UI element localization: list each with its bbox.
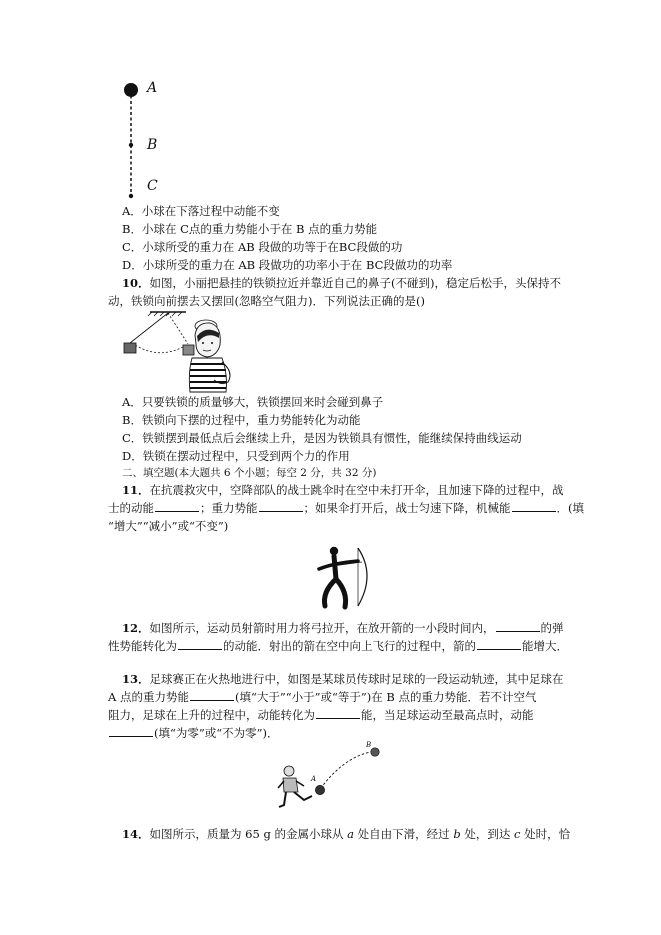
q11-blank-1[interactable]: [155, 500, 199, 512]
q13-blank-3[interactable]: [109, 725, 153, 737]
q11-number: 11．: [122, 483, 150, 497]
q9-option-a: A．小球在下落过程中动能不变: [122, 204, 280, 218]
q13-blank-1[interactable]: [190, 689, 234, 701]
ball-c-dot: [129, 194, 133, 198]
q14-number: 14．: [122, 827, 150, 841]
q9-option-d: D．小球所受的重力在 AB 段做功的功率小于在 BC段做功的功率: [122, 258, 453, 272]
q11-line3: “增大”“减小”或“不变”): [108, 519, 229, 533]
ball-b-dot: [129, 143, 133, 147]
q12-blank-1[interactable]: [496, 620, 540, 632]
label-c: C: [147, 178, 158, 194]
q10-line2: 动，铁锁向前摆去又摆回(忽略空气阻力)．下列说法正确的是(): [108, 294, 425, 308]
q10-line1: 10．如图，小丽把悬挂的铁锁拉近并靠近自己的鼻子(不碰到)，稳定后松手，头保持不: [122, 276, 561, 290]
football-point-a: A: [311, 775, 317, 783]
q9-option-c: C．小球所受的重力在 AB 段做的功等于在BC段做的功: [122, 240, 403, 254]
q10-option-a: A．只要铁锁的质量够大，铁锁摆回来时会碰到鼻子: [122, 395, 384, 409]
q12-line1: 12．如图所示，运动员射箭时用力将弓拉开，在放开箭的一小段时间内， 的弹: [122, 621, 564, 635]
q12-blank-2[interactable]: [178, 638, 222, 650]
q13-line2: A 点的重力势能 (填“大于”“小于”或“等于”)在 B 点的重力势能．若不计空气: [108, 690, 537, 704]
q10-option-c: C．铁锁摆到最低点后会继续上升，是因为铁锁具有惯性，能继续保持曲线运动: [122, 431, 522, 445]
q11-blank-2[interactable]: [259, 500, 303, 512]
label-b: B: [147, 137, 158, 153]
q13-number: 13．: [122, 672, 150, 686]
q12-number: 12．: [122, 621, 150, 635]
q11-blank-3[interactable]: [512, 500, 556, 512]
q12-blank-3[interactable]: [477, 638, 521, 650]
q9-option-b: B．小球在 C点的重力势能小于在 B 点的重力势能: [122, 222, 378, 236]
q10-number: 10．: [122, 276, 150, 290]
ball-a-dot: [124, 83, 138, 97]
q13-line3: 阻力，足球在上升的过程中，动能转化为 能，当足球运动至最高点时，动能: [108, 708, 534, 722]
q12-line2: 性势能转化为 的动能．射出的箭在空中向上飞行的过程中，箭的 能增大．: [108, 639, 568, 653]
section-2-heading: 二、填空题(本大题共 6 个小题；每空 2 分，共 32 分): [122, 467, 377, 479]
q14-line1: 14．如图所示，质量为 65 g 的金属小球从 a 处自由下滑，经过 b 处，到达 c 处时，恰: [122, 827, 571, 841]
football-point-b: B: [366, 741, 372, 749]
q10-option-b: B．铁锁向下摆的过程中，重力势能转化为动能: [122, 413, 361, 427]
q13-line1: 13．足球赛正在火热地进行中，如图是某球员传球时足球的一段运动轨迹，其中足球在: [122, 672, 564, 686]
q11-line1: 11．在抗震救灾中，空降部队的战士跳伞时在空中未打开伞，且加速下降的过程中，战: [122, 483, 564, 497]
q10-option-d: D．铁锁在摆动过程中，只受到两个力的作用: [122, 449, 350, 463]
q11-line2: 士的动能 ；重力势能 ；如果伞打开后，战士匀速下降，机械能 ．(填: [108, 501, 584, 515]
q13-blank-2[interactable]: [316, 707, 360, 719]
label-a: A: [147, 80, 158, 96]
q13-line4: (填“为零”或“不为零”)．: [108, 725, 279, 741]
